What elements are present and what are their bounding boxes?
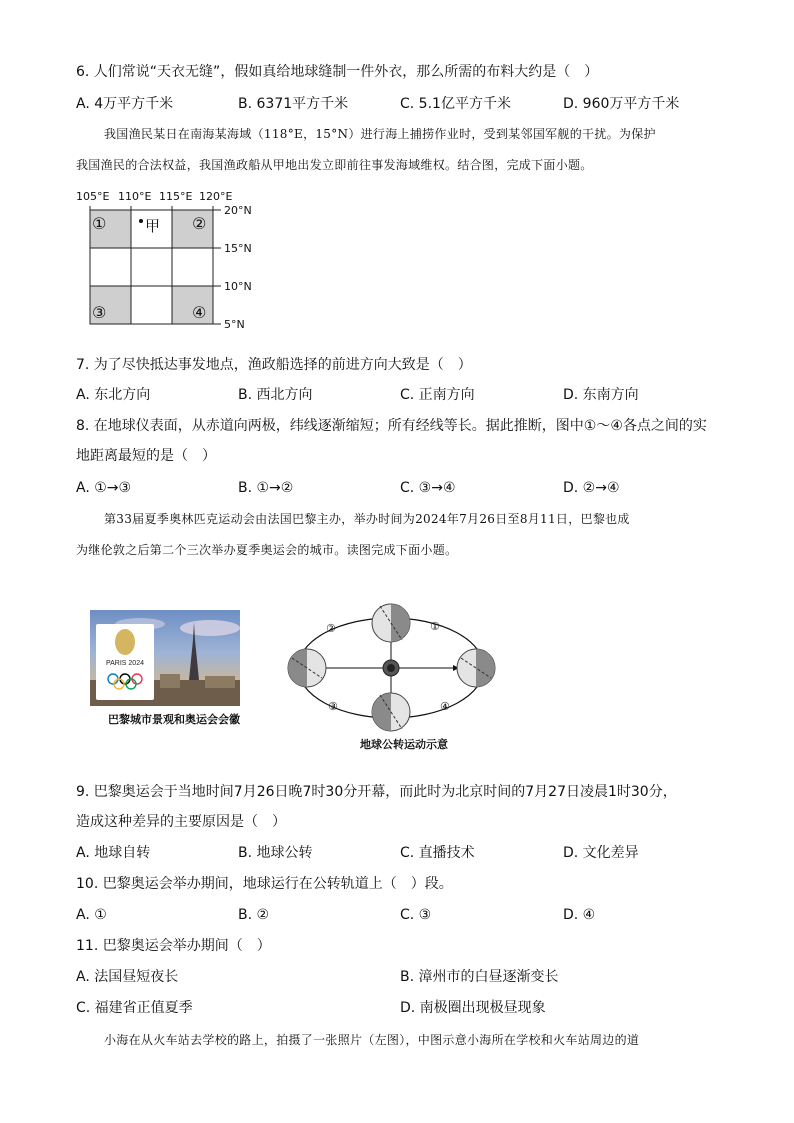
q9-stem-line2: 造成这种差异的主要原因是（ ） [76,814,286,830]
paris-photo [90,610,240,706]
q9-option-a[interactable]: A. 地球自转 [76,845,151,861]
q8-stem-line1: 8. 在地球仪表面，从赤道向两极，纬线逐渐缩短；所有经线等长。据此推断，图中①～④各点之间的实 [76,418,707,434]
intro1-line1: 我国渔民某日在南海某海域（118°E，15°N）进行海上捕捞作业时，受到某邻国军舰的干扰。为保护 [104,127,656,141]
orbit-figure [280,596,510,754]
q11-option-d[interactable]: D. 南极圈出现极昼现象 [400,1000,546,1016]
olympic-rings-icon [96,672,154,692]
q9-stem-line1: 9. 巴黎奥运会于当地时间7月26日晚7时30分开幕，而此时为北京时间的7月27日凌晨1时30分， [76,784,677,800]
lon-label-110: 110°E [118,190,152,203]
q11-option-a[interactable]: A. 法国昼短夜长 [76,969,179,985]
q6-option-c[interactable]: C. 5.1亿平方千米 [400,96,511,112]
q8-option-c[interactable]: C. ③→④ [400,480,456,496]
q7-option-a[interactable]: A. 东北方向 [76,387,151,403]
orbit-label-1: ① [430,620,440,633]
earth-bottom-icon [372,693,410,731]
marker-4: ④ [192,303,207,322]
q10-stem: 10. 巴黎奥运会举办期间，地球运行在公转轨道上（ ）段。 [76,876,453,892]
q11-option-c[interactable]: C. 福建省正值夏季 [76,1000,193,1016]
q10-option-c[interactable]: C. ③ [400,907,432,923]
q11-stem: 11. 巴黎奥运会举办期间（ ） [76,938,271,954]
orbit-caption: 地球公转运动示意 [360,738,448,751]
q8-option-d[interactable]: D. ②→④ [563,480,620,496]
q10-option-a[interactable]: A. ① [76,907,107,923]
lon-label-115: 115°E [159,190,193,203]
lon-label-120: 120°E [199,190,233,203]
q8-stem-line2: 地距离最短的是（ ） [76,448,216,464]
q11-option-b[interactable]: B. 漳州市的白昼逐渐变长 [400,969,559,985]
q7-option-b[interactable]: B. 西北方向 [238,387,313,403]
q6-option-d[interactable]: D. 960万平方千米 [563,96,680,112]
olympic-emblem [96,624,154,700]
q7-option-c[interactable]: C. 正南方向 [400,387,475,403]
earth-left-icon [288,649,326,687]
intro1-line2: 我国渔民的合法权益，我国渔政船从甲地出发立即前往事发海域维权。结合图，完成下面小题。 [76,158,593,172]
photo-caption: 巴黎城市景观和奥运会会徽 [108,713,240,726]
q6-option-b[interactable]: B. 6371平方千米 [238,96,349,112]
place-label: 甲 [145,217,161,235]
lon-label-105: 105°E [76,190,110,203]
q8-option-b[interactable]: B. ①→② [238,480,294,496]
q9-option-d[interactable]: D. 文化差异 [563,845,639,861]
q6-option-a[interactable]: A. 4万平方千米 [76,96,174,112]
lat-label-20: 20°N [224,204,252,217]
intro3-line1: 小海在从火车站去学校的路上，拍摄了一张照片（左图），中图示意小海所在学校和火车站周边的道 [104,1033,640,1047]
intro2-line2: 为继伦敦之后第二个三次举办夏季奥运会的城市。读图完成下面小题。 [76,543,458,557]
orbit-label-3: ③ [328,700,338,713]
marker-1: ① [92,214,107,233]
place-dot [139,219,143,223]
lat-lon-grid-figure [70,188,270,338]
earth-right-icon [457,649,495,687]
lat-label-10: 10°N [224,280,252,293]
emblem-text: PARIS 2024 [105,660,144,667]
orbit-diagram [280,596,510,736]
earth-top-icon [372,604,410,642]
lat-label-5: 5°N [224,318,245,331]
q6-stem: 6. 人们常说“天衣无缝”，假如真给地球缝制一件外衣，那么所需的布料大约是（ ） [76,64,599,80]
marker-3: ③ [92,303,107,322]
lat-label-15: 15°N [224,242,252,255]
q9-option-b[interactable]: B. 地球公转 [238,845,313,861]
orbit-label-4: ④ [440,700,450,713]
q7-option-d[interactable]: D. 东南方向 [563,387,639,403]
intro2-line1: 第33届夏季奥林匹克运动会由法国巴黎主办，举办时间为2024年7月26日至8月11日，巴黎也成 [104,512,630,526]
q10-option-b[interactable]: B. ② [238,907,270,923]
orbit-label-2: ② [326,622,336,635]
q9-option-c[interactable]: C. 直播技术 [400,845,475,861]
q10-option-d[interactable]: D. ④ [563,907,596,923]
q7-stem: 7. 为了尽快抵达事发地点，渔政船选择的前进方向大致是（ ） [76,357,472,373]
marker-2: ② [192,214,207,233]
flame-emblem-icon [115,629,135,655]
q8-option-a[interactable]: A. ①→③ [76,480,132,496]
